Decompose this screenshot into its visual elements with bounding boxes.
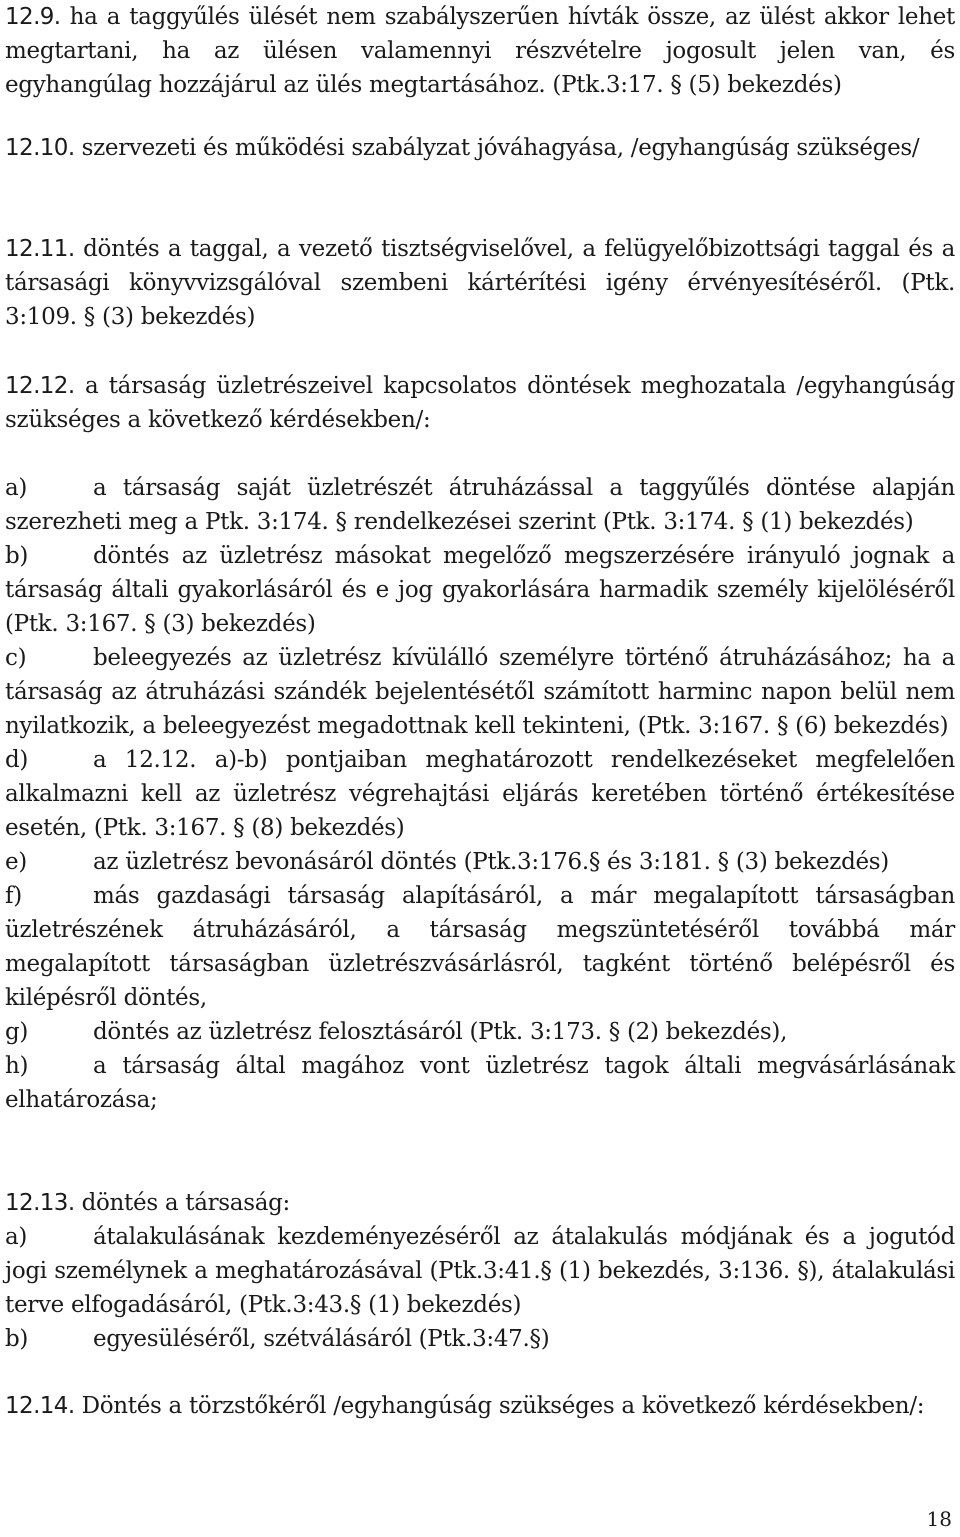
section-number: 12.9.: [5, 4, 61, 30]
item-label: a): [5, 1224, 28, 1250]
list-item: [5, 1220, 955, 1322]
item-text: egyesüléséről, szétválásáról (Ptk.3:47.§): [93, 1326, 550, 1352]
item-label: g): [5, 1019, 29, 1045]
section-12-10: [5, 131, 955, 165]
item-label: e): [5, 849, 27, 875]
section-text: ha a taggyűlés ülését nem szabályszerűen hívták össze, az ülést akkor lehet megtartani, ha az ülésen valamennyi részvételre jogosult jelen van, és egyhangúlag hozzájárul az ülés megtartásához. (Ptk.3:17. § (5) bekezdés): [5, 4, 956, 98]
item-text: beleegyezés az üzletrész kívülálló személyre történő átruházásához; ha a társaság az átruházási szándék bejelentésétől számított harminc napon belül nem nyilatkozik, a beleegyezést megadottnak kell tekinteni, (Ptk. 3:167. § (6) bekezdés): [5, 645, 955, 739]
list-item: [5, 1015, 955, 1049]
section-text: szervezeti és működési szabályzat jóváhagyása, /egyhangúság szükséges/: [81, 135, 920, 161]
item-label: a): [5, 475, 28, 501]
section-number: 12.10.: [5, 135, 75, 161]
item-label: b): [5, 543, 29, 569]
list-item: [5, 845, 955, 879]
list-item: [5, 539, 955, 641]
section-number: 12.11.: [5, 236, 75, 262]
list-item: [5, 879, 955, 1015]
section-text: döntés a taggal, a vezető tisztségviselővel, a felügyelőbizottsági taggal és a társasági könyvvizsgálóval szembeni kártérítési igény érvényesítéséről. (Ptk. 3:109. § (3) bekezdés): [5, 236, 955, 330]
item-label: h): [5, 1053, 29, 1079]
section-12-9: [5, 0, 955, 102]
item-text: a társaság saját üzletrészét átruházással a taggyűlés döntése alapján szerezheti meg a Ptk. 3:174. § rendelkezései szerint (Ptk. 3:174. § (1) bekezdés): [5, 475, 955, 535]
section-12-14: [5, 1389, 955, 1423]
section-number: 12.14.: [5, 1393, 75, 1419]
item-text: más gazdasági társaság alapításáról, a már megalapított társaságban üzletrészének átruházásáról, a társaság megszüntetéséről továbbá már megalapított társaságban üzletrészvásárlásról, tagként történő belépésről és kilépésről döntés,: [5, 883, 955, 1011]
item-label: d): [5, 747, 29, 773]
section-text: döntés a társaság:: [81, 1190, 291, 1216]
section-text: Döntés a törzstőkéről /egyhangúság szükséges a következő kérdésekben/:: [81, 1393, 925, 1419]
section-12-13: [5, 1186, 955, 1356]
item-text: a társaság által magához vont üzletrész tagok általi megvásárlásának elhatározása;: [5, 1053, 955, 1113]
list-item: [5, 641, 955, 743]
item-text: az üzletrész bevonásáról döntés (Ptk.3:176.§ és 3:181. § (3) bekezdés): [93, 849, 889, 875]
section-number: 12.13.: [5, 1190, 75, 1216]
item-text: döntés az üzletrész másokat megelőző megszerzésére irányuló jognak a társaság általi gyakorlásáról és e jog gyakorlására harmadik személy kijelöléséről (Ptk. 3:167. § (3) bekezdés): [5, 543, 955, 637]
item-label: b): [5, 1326, 29, 1352]
list-item: [5, 743, 955, 845]
item-text: átalakulásának kezdeményezéséről az átalakulás módjának és a jogutód jogi személynek a meghatározásával (Ptk.3:41.§ (1) bekezdés, 3:136. §), átalakulási terve elfogadásáról, (Ptk.3:43.§ (1) bekezdés): [5, 1224, 955, 1318]
section-12-12-items: [5, 471, 955, 1117]
section-12-11: [5, 232, 955, 334]
page-number: 18: [926, 1507, 952, 1531]
list-item: [5, 471, 955, 539]
section-number: 12.12.: [5, 373, 75, 399]
list-item: [5, 1049, 955, 1117]
item-text: döntés az üzletrész felosztásáról (Ptk. 3:173. § (2) bekezdés),: [93, 1019, 788, 1045]
section-text: a társaság üzletrészeivel kapcsolatos döntések meghozatala /egyhangúság szükséges a következő kérdésekben/:: [5, 373, 955, 433]
item-label: c): [5, 645, 27, 671]
section-12-12: [5, 369, 955, 437]
item-text: a 12.12. a)-b) pontjaiban meghatározott rendelkezéseket megfelelően alkalmazni kell az üzletrész végrehajtási eljárás keretében történő értékesítése esetén, (Ptk. 3:167. § (8) bekezdés): [5, 747, 955, 841]
item-label: f): [5, 883, 22, 909]
list-item: [5, 1322, 955, 1356]
